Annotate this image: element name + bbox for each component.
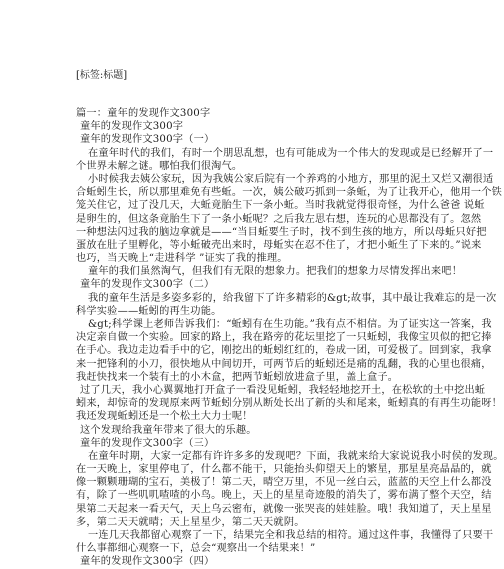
text-line: 果第二天起来一看天气，天上乌云密布，就像一张哭丧的娃娃脸。哦！我知道了，天上星星 — [76, 503, 492, 515]
text-line: 在童年时期，大家一定都有许许多多的发现吧？下面，我就来给大家说说我小时侯的发现。 — [88, 450, 504, 462]
text-line: 童年的发现作文300字（一） — [80, 134, 215, 146]
text-line: 这个发现给我童年带来了很大的乐趣。 — [80, 424, 257, 436]
text-line: 一种想法闪过我的脑边拿就是——“当目蚯要生子时，找不到生孩的地方，所以母蚯只好把 — [76, 226, 487, 238]
text-line: 小时候我去姨公家玩，因为我姨公家后院有一个养鸡的小地方，那里的泥土又烂又潮很适 — [88, 173, 494, 185]
text-line: 合蚯蚓生长，所以那里难免有些蚯。一次，姨公破巧抓到一条蚯，为了让我开心，他用一个铁 — [76, 187, 503, 199]
text-line: 在童年时代的我们，有时一个朋思乱想，也有可能成为一个伟大的发现或是已经解开了一 — [88, 147, 494, 159]
text-line: 童年的我们虽然淘气，但我们有无限的想象力。把我们的想象力尽情发挥出来吧！ — [88, 266, 463, 278]
text-line: 我的童年生活是多姿多彩的，给我留下了许多精彩的&gt;故事，其中最让我难忘的是一次 — [88, 292, 497, 304]
text-line: 什么事都细心观察一下，总会“观察出一个结果来！” — [76, 543, 316, 555]
text-line: &gt;科学课上老师告诉我们：“蚯蚓有在生功能。”我有点不相信。为了证实这一答案，我 — [88, 319, 492, 330]
document-body — [76, 107, 504, 569]
text-line: 来一把锋利的小刀，很快地从中间切开，可两节后的蚯蚓还是痛的乱翻，我的心里也很痛， — [76, 358, 492, 370]
text-line: 童年的发现作文300字（二） — [80, 279, 215, 291]
text-line: 也巧，当天晚上“走进科学 ”证实了我的推理。 — [76, 253, 288, 265]
text-line: 一连几天我都留心观察了一下，结果完全和我总结的相符。通过这件事，我懂得了只要干 — [88, 530, 494, 541]
text-line: 有，除了一些叽叽喳喳的小鸟。晚上，天上的星星奇迹般的消失了，雾布满了整个天空，结 — [76, 490, 492, 502]
text-line: 我还发现蚯蚓还是一个松土大力士呢！ — [76, 411, 253, 423]
text-line: 科学实验——蚯蚓的再生功能。 — [76, 305, 222, 317]
text-line: 笼关住它，过了没几天，大蚯竟胎生下一条小蚯。当时我就觉得很奇怪，为什么爸爸 说蚯 — [76, 200, 485, 212]
text-line: 童年的发现作文300字（四） — [80, 556, 215, 568]
text-line: 过了几天，我小心翼翼地打开盒子一看没见蚯蚓，我轻轻地挖开土，在松软的土中挖出蚯 — [80, 384, 486, 396]
text-line: 个世界未解之谜。哪怕我们很淘气。 — [76, 160, 243, 172]
text-line: 在一天晚上，家里停电了，什么都不能干，只能抬头仰望天上的繁星，那星星亮晶晶的，就 — [76, 464, 492, 476]
document-tag-title: [标签:标题] — [76, 70, 128, 81]
text-line: 篇一：童年的发现作文300字 — [76, 108, 211, 119]
text-line: 童年的发现作文300字 — [80, 121, 184, 133]
text-line: 决定亲自做一个实验。回家的路上，我在路旁的花坛里挖了一只蚯蚓，我像宝贝似的把它捧 — [76, 332, 492, 344]
text-line: 童年的发现作文300字（三） — [80, 437, 215, 449]
text-line: 多，第二天天就晴；天上星星少，第二天天就阴。 — [76, 516, 305, 528]
text-line: 蚓来，却惊奇的发现原来两节蚯蚓分别从断处长出了新的头和尾来，蚯蚓真的有再生功能呀！ — [76, 398, 503, 410]
text-line: 蛋放在肚子里孵化，等小蚯破壳出来时，母蚯实在忍不住了，才把小蚯生了下来的。”说来 — [76, 239, 482, 251]
text-line: 像一颗颗珊瑚的宝石，美极了！第二天，晴空万里，不见一丝白云，蓝蓝的天空上什么都没 — [76, 477, 492, 489]
text-line: 我赶快找来一个装有土的小木盒，把两节蚯蚓放进盒子里，盖上盒子。 — [76, 371, 399, 383]
text-line: 是卵生的，但这条竟胎生下了一条小蚯呢？之后我左思右想，连玩的心思都没有了。忽然 — [76, 213, 482, 225]
text-line: 在手心。我边走边看手中的它，刚挖出的蚯蚓红红的，卷成一团，可爱极了。回到家，我拿 — [76, 345, 492, 357]
